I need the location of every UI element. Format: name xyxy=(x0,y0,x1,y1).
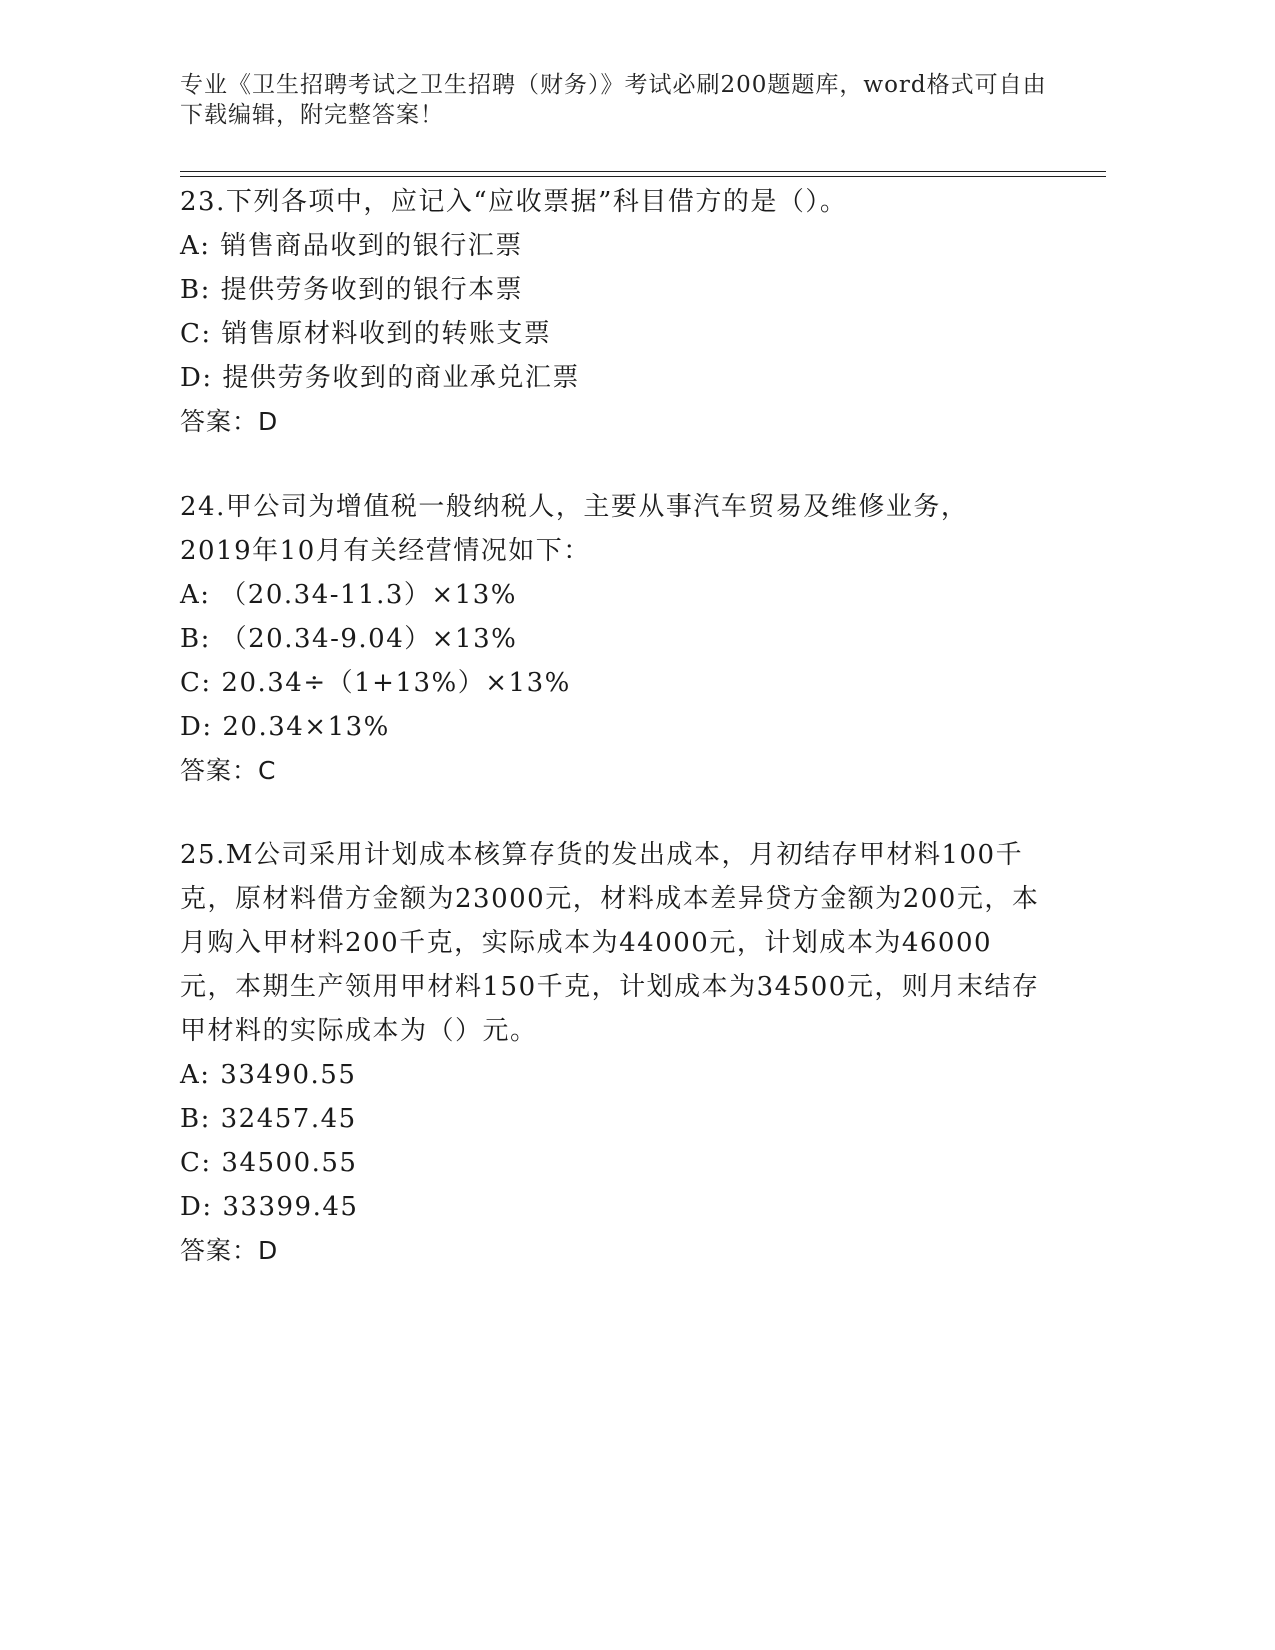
option-b: B: 32457.45 xyxy=(180,1104,357,1134)
option-a: A: （20.34-11.3）×13% xyxy=(180,580,517,610)
answer-line: 答案：D xyxy=(180,1236,279,1265)
answer-line: 答案：D xyxy=(180,407,279,436)
answer-line: 答案：C xyxy=(180,756,277,785)
header-divider-bottom xyxy=(180,176,1106,177)
question-25 xyxy=(180,833,1040,1273)
question-24 xyxy=(180,485,1040,793)
option-d: D: 33399.45 xyxy=(180,1192,359,1222)
option-a: A: 销售商品收到的银行汇票 xyxy=(180,231,523,261)
option-c: C: 销售原材料收到的转账支票 xyxy=(180,319,552,349)
question-stem: 23.下列各项中，应记入“应收票据”科目借方的是（）。 xyxy=(180,187,848,217)
option-c: C: 34500.55 xyxy=(180,1148,358,1178)
question-stem: 24.甲公司为增值税一般纳税人，主要从事汽车贸易及维修业务，2019年10月有关经营情况如下： xyxy=(180,492,969,566)
question-stem: 25.M公司采用计划成本核算存货的发出成本，月初结存甲材料100千克，原材料借方金额为23000元，材料成本差异贷方金额为200元，本月购入甲材料200千克，实际成本为44000元，计划成本为46000元，本期生产领用甲材料150千克，计划成本为34500元，则月末结存甲材料的实际成本为（）元。 xyxy=(180,840,1040,1046)
option-c: C: 20.34÷（1+13%）×13% xyxy=(180,668,571,698)
option-b: B: 提供劳务收到的银行本票 xyxy=(180,275,524,305)
header-divider-top xyxy=(180,171,1106,172)
option-b: B: （20.34-9.04）×13% xyxy=(180,624,518,654)
option-a: A: 33490.55 xyxy=(180,1060,357,1090)
option-d: D: 20.34×13% xyxy=(180,712,390,742)
question-23 xyxy=(180,180,1040,444)
option-d: D: 提供劳务收到的商业承兑汇票 xyxy=(180,363,580,393)
document-header: 专业《卫生招聘考试之卫生招聘（财务）》考试必刷200题题库，word格式可自由下载编辑，附完整答案！ xyxy=(180,72,1047,128)
